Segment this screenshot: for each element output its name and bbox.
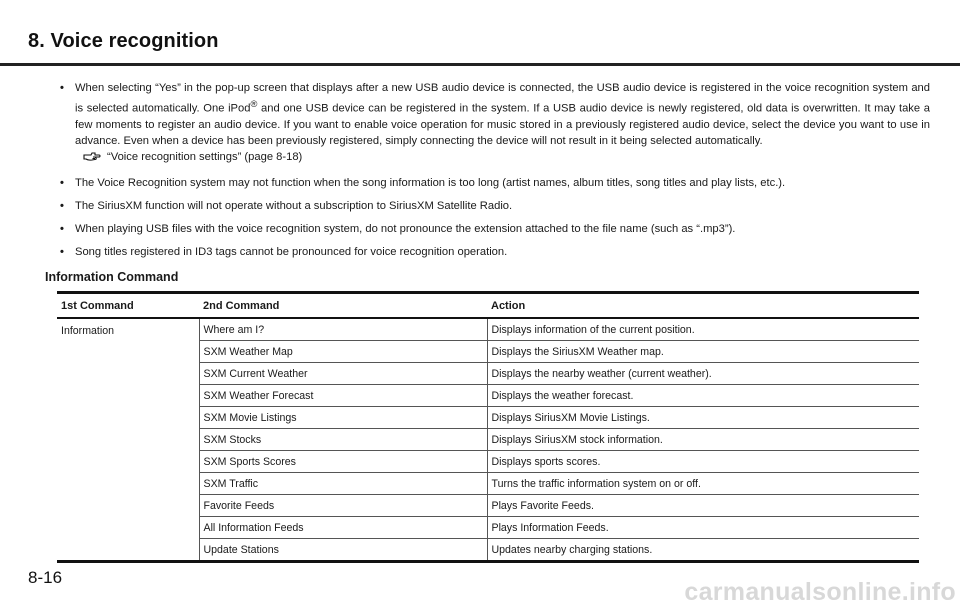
bullet-dot: • [60,222,64,235]
bullet-text-part-2: and one USB device can be registered in the system. If a USB audio device is newly registered, old data is overwritten. It may take a few moments to register an audio device. If you want to enable voice operation for music stored in a previously registered audio device, select the device you want to use in advance. Even when a device has been previously registered, simply connecting the device will not result in it being selected automatically. [75,102,930,147]
second-command-cell: SXM Current Weather [199,363,487,385]
header-1st-command: 1st Command [57,293,199,319]
bullet-list [60,80,930,267]
header-rule [0,63,960,66]
action-cell: Displays sports scores. [487,451,919,473]
bullet-item [60,198,930,214]
watermark: carmanualsonline.info [684,578,956,606]
action-cell: Displays the weather forecast. [487,385,919,407]
section-heading: Information Command [45,270,179,284]
second-command-cell: Where am I? [199,318,487,341]
action-cell: Updates nearby charging stations. [487,539,919,562]
cross-reference-link[interactable] [75,149,930,168]
second-command-cell: Update Stations [199,539,487,562]
second-command-cell: SXM Weather Forecast [199,385,487,407]
action-cell: Displays SiriusXM stock information. [487,429,919,451]
action-cell: Plays Information Feeds. [487,517,919,539]
bullet-dot: • [60,176,64,189]
bullet-text: When playing USB files with the voice recognition system, do not pronounce the extension attached to the file name (such as “.mp3”). [75,222,736,235]
registered-mark: ® [250,99,258,109]
header-2nd-command: 2nd Command [199,293,487,319]
second-command-cell: SXM Sports Scores [199,451,487,473]
action-cell: Displays information of the current position. [487,318,919,341]
information-command-table [57,291,919,563]
second-command-cell: SXM Movie Listings [199,407,487,429]
page-number: 8-16 [28,568,63,587]
bullet-item [60,175,930,191]
second-command-cell: SXM Stocks [199,429,487,451]
action-cell: Displays SiriusXM Movie Listings. [487,407,919,429]
cross-reference-text: “Voice recognition settings” (page 8-18) [107,150,303,163]
bullet-dot: • [60,245,64,258]
action-cell: Displays the nearby weather (current weather). [487,363,919,385]
table-body [57,318,919,562]
page-title: 8. Voice recognition [28,30,219,52]
first-command-cell: Information [61,325,114,337]
action-cell: Displays the SiriusXM Weather map. [487,341,919,363]
bullet-text: The Voice Recognition system may not function when the song information is too long (artist names, album titles, song titles and play lists, etc.). [75,176,786,189]
second-command-cell: Favorite Feeds [199,495,487,517]
bullet-item [60,244,930,260]
bullet-dot: • [60,82,64,94]
header-action: Action [487,293,919,319]
bullet-dot: • [60,199,64,212]
table-header-row [57,293,919,319]
bullet-text: The SiriusXM function will not operate without a subscription to SiriusXM Satellite Radio. [75,199,513,212]
bullet-text: Song titles registered in ID3 tags cannot be pronounced for voice recognition operation. [75,245,508,258]
second-command-cell: All Information Feeds [199,517,487,539]
bullet-item [60,221,930,237]
action-cell: Turns the traffic information system on or off. [487,473,919,495]
bullet-text-part-1: When selecting “Yes” in the pop-up screen that displays after a new USB audio device is connected, the USB audio device is registered in the voice recognition system and is selected automatically. One iPod [75,82,930,115]
table-row [57,318,919,341]
bullet-item [60,80,930,168]
second-command-cell: SXM Traffic [199,473,487,495]
action-cell: Plays Favorite Feeds. [487,495,919,517]
reference-hand-icon [83,150,101,168]
second-command-cell: SXM Weather Map [199,341,487,363]
